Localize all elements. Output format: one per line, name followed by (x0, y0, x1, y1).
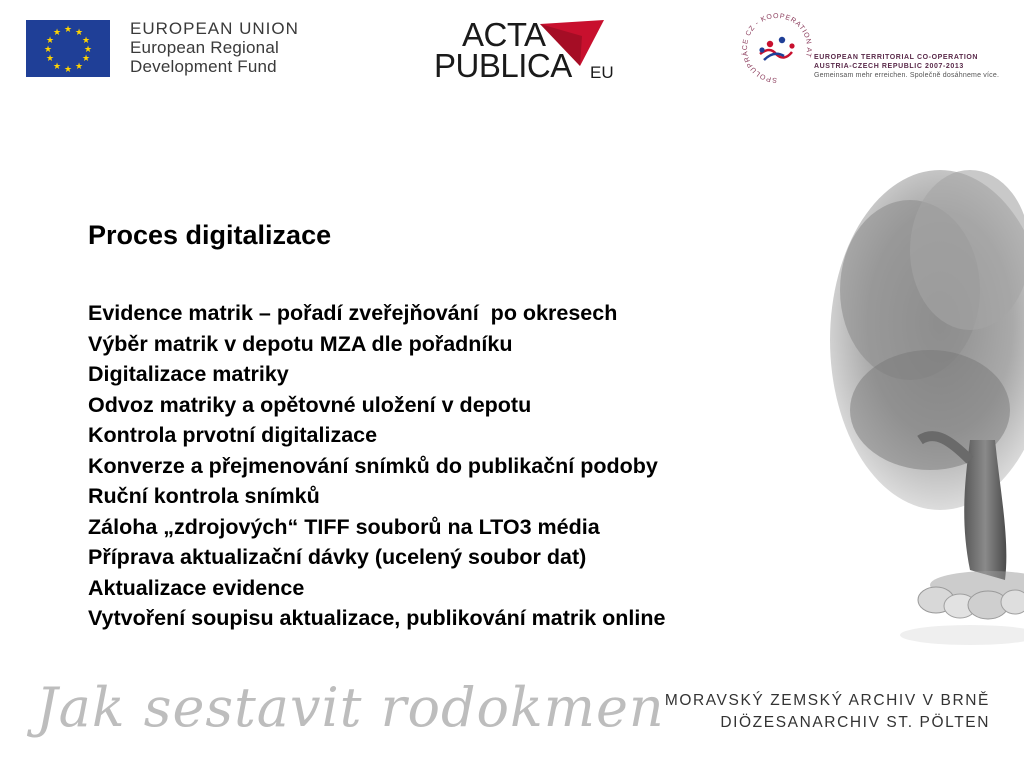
list-item: Ruční kontrola snímků (88, 484, 320, 508)
acta-publica-logo (432, 14, 612, 84)
process-steps-list (88, 298, 665, 634)
footer-org-line1: MORAVSKÝ ZEMSKÝ ARCHIV V BRNĚ (664, 692, 990, 709)
etc-logo-text (814, 53, 999, 80)
eu-logo-line1: EUROPEAN UNION (130, 19, 299, 38)
etc-circle-text: SPOLUPRÁCE CZ - KOOPERATION AT (741, 12, 813, 84)
acta-logo-suffix: EU (590, 63, 614, 82)
list-item: Výběr matrik v depotu MZA dle pořadníku (88, 331, 513, 356)
list-item: Záloha „zdrojových“ TIFF souborů na LTO3 média (88, 514, 600, 539)
list-item: Odvoz matriky a opětovné uložení v depotu (88, 392, 532, 417)
eu-logo (26, 20, 299, 77)
tree-illustration (820, 140, 1024, 660)
eu-logo-line2: European Regional (130, 38, 279, 57)
footer-org-line2: DIÖZESANARCHIV ST. PÖLTEN (720, 714, 990, 731)
etc-logo-line2: AUSTRIA-CZECH REPUBLIC 2007-2013 (814, 63, 964, 70)
list-item: Konverze a přejmenování snímků do publikační podoby (88, 453, 658, 478)
acta-logo-line1: ACTA (462, 16, 546, 53)
svg-text:SPOLUPRÁCE CZ - KOOPERATION AT (740, 13, 812, 83)
list-item: Evidence matrik – pořadí zveřejňování po okresech (88, 301, 618, 325)
etc-circle-emblem-icon (740, 10, 814, 85)
eu-logo-text (130, 19, 299, 76)
etc-logo-line3: Gemeinsam mehr erreichen. Společně dosáhneme více. (814, 72, 1000, 79)
eu-flag-icon: ★ ★ ★ ★ ★ ★ ★ ★ ★ ★ ★ ★ (26, 20, 110, 77)
list-item: Vytvoření soupisu aktualizace, publikování matrik online (88, 606, 666, 630)
list-item: Příprava aktualizační dávky (ucelený soubor dat) (88, 545, 587, 569)
list-item: Aktualizace evidence (88, 575, 305, 600)
etc-logo-line1: EUROPEAN TERRITORIAL CO-OPERATION (814, 54, 979, 61)
list-item: Kontrola prvotní digitalizace (88, 423, 378, 447)
acta-logo-line2: PUBLICA (434, 47, 572, 84)
list-item: Digitalizace matriky (88, 362, 289, 386)
footer-script-title: Jak sestavit rodokmen (36, 676, 665, 739)
footer-organizations (665, 690, 990, 734)
etc-logo (740, 10, 1000, 85)
slide-title: Proces digitalizace (88, 220, 332, 250)
eu-logo-line3: Development Fund (130, 57, 277, 76)
